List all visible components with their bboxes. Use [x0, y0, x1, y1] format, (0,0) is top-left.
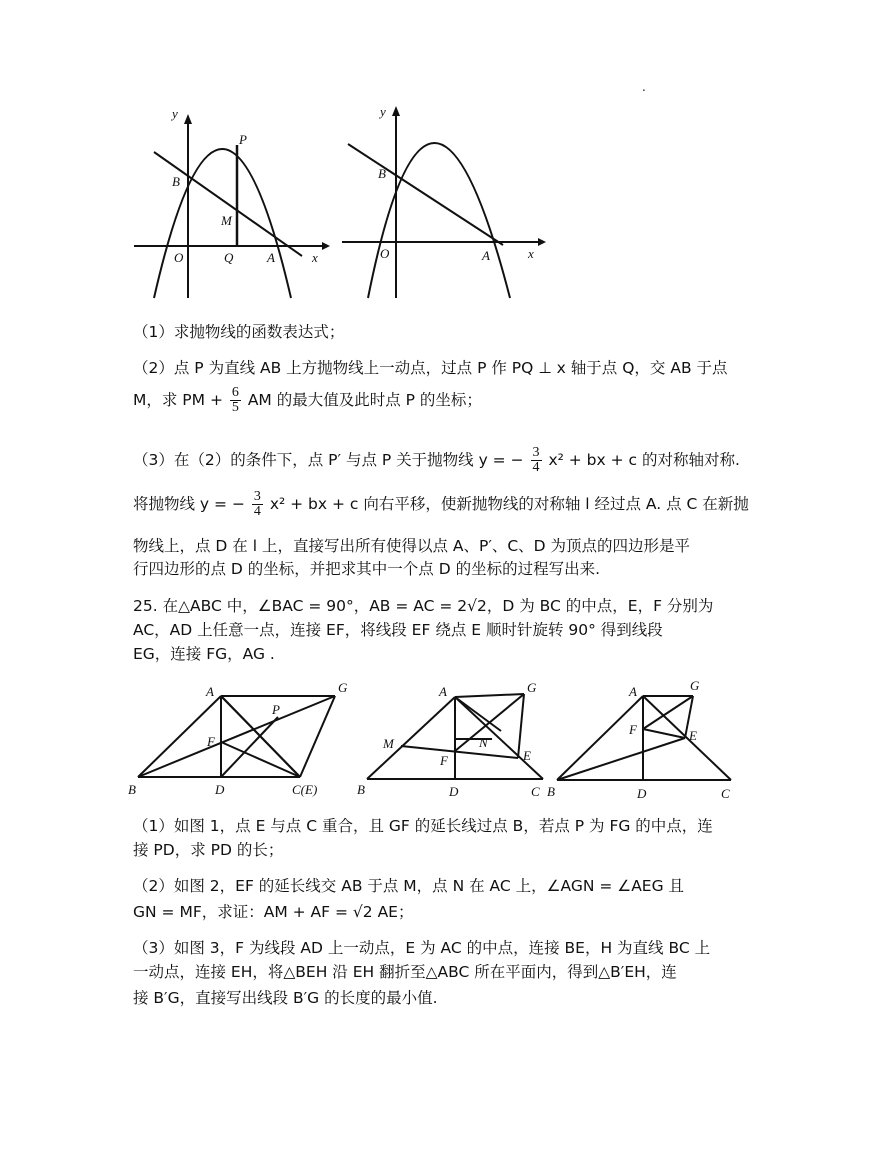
q24-part3b-pre: 将抛物线 y = − [133, 495, 245, 513]
label-o: O [174, 250, 184, 265]
label-g: G [690, 678, 700, 693]
q24-part3-pre: （3）在（2）的条件下，点 P′ 与点 P 关于抛物线 y = − [133, 451, 524, 469]
label-c: C [721, 786, 730, 801]
label-m: M [383, 736, 394, 751]
q24-part2-line1: （2）点 P 为直线 AB 上方抛物线上一动点，过点 P 作 PQ ⊥ x 轴于点 Q，交 AB 于点 [133, 359, 728, 377]
page-mark: . [642, 80, 646, 94]
label-d: D [449, 784, 459, 799]
q25-part2-line2: GN = MF，求证：AM + AF = √2 AE； [133, 903, 414, 921]
q25-part1-line2: 接 PD，求 PD 的长； [133, 841, 284, 859]
line-ab [348, 144, 503, 245]
q25-part3-line3: 接 B′G，直接写出线段 B′G 的长度的最小值. [133, 989, 438, 1007]
label-n: N [479, 735, 488, 750]
q25-part3-line2: 一动点，连接 EH，将△BEH 沿 EH 翻折至△ABC 所在平面内，得到△B′EH，连 [133, 963, 677, 981]
q24-part3-line4: 行四边形的点 D 的坐标，并把求其中一个点 D 的坐标的过程写出来. [133, 560, 601, 578]
q24-part2-post: AM 的最大值及此时点 P 的坐标； [247, 391, 482, 409]
y-axis-arrow [184, 114, 192, 124]
label-g: G [338, 680, 348, 695]
label-ce: C(E) [292, 782, 318, 797]
label-e: E [523, 748, 531, 763]
x-axis-arrow [322, 242, 330, 250]
q25-part2-line1: （2）如图 2，EF 的延长线交 AB 于点 M，点 N 在 AC 上，∠AGN = ∠AEG 且 [133, 877, 685, 895]
figure-3 [547, 676, 747, 804]
label-b: B [547, 784, 555, 799]
label-p: P [272, 702, 280, 717]
label-b: B [172, 174, 180, 189]
parabola-curve [368, 143, 510, 298]
label-m: M [221, 213, 232, 228]
figure-2 [355, 680, 555, 805]
figure-1 [128, 680, 358, 805]
fraction-3-4-b: $\frac{3}{4}$ [253, 489, 261, 519]
label-e: E [689, 728, 697, 743]
label-a: A [206, 684, 214, 699]
q25-intro-line1: 25. 在△ABC 中，∠BAC = 90°，AB = AC = 2√2，D 为 BC 的中点，E，F 分别为 [133, 597, 714, 615]
label-b: B [357, 782, 365, 797]
parabola-graph-2 [338, 100, 548, 305]
label-p: P [239, 132, 247, 147]
label-a: A [439, 684, 447, 699]
y-axis-arrow [392, 106, 400, 116]
q25-intro-line2: AC，AD 上任意一点，连接 EF，将线段 EF 绕点 E 顺时针旋转 90° 得到线段 [133, 621, 663, 639]
label-d: D [637, 786, 647, 801]
line-ab [154, 152, 302, 256]
parabola-graph-1 [130, 110, 330, 305]
q24-part3-line3: 物线上，点 D 在 l 上，直接写出所有使得以点 A、P′、C、D 为顶点的四边形是平 [133, 537, 691, 555]
label-f: F [629, 722, 637, 737]
label-y: y [380, 104, 386, 119]
x-axis-arrow [538, 238, 546, 246]
label-b: B [378, 166, 386, 181]
label-x: x [528, 246, 534, 261]
fraction-3-4: $\frac{3}{4}$ [532, 445, 540, 475]
q24-part2-line2 [133, 386, 768, 415]
q24-part3-line1 [133, 446, 768, 475]
label-b: B [128, 782, 136, 797]
label-f: F [207, 734, 215, 749]
q25-part1-line1: （1）如图 1，点 E 与点 C 重合，且 GF 的延长线过点 B，若点 P 为 FG 的中点，连 [133, 817, 713, 835]
label-a: A [267, 250, 275, 265]
q24-part2-pre: M，求 PM + [133, 391, 223, 409]
q25-part3-line1: （3）如图 3，F 为线段 AD 上一动点，E 为 AC 的中点，连接 BE，H 为直线 BC 上 [133, 939, 711, 957]
label-f: F [440, 753, 448, 768]
label-x: x [312, 250, 318, 265]
q24-part3-line2 [133, 490, 768, 519]
q24-part3-post: x² + bx + c 的对称轴对称. [548, 451, 740, 469]
label-d: D [215, 782, 225, 797]
label-y: y [172, 110, 178, 121]
label-g: G [527, 680, 537, 695]
q25-intro-line3: EG，连接 FG，AG . [133, 645, 275, 663]
label-o: O [380, 246, 390, 261]
fraction-6-5: $\frac{6}{5}$ [231, 385, 239, 415]
label-c: C [531, 784, 540, 799]
q24-part3b-post: x² + bx + c 向右平移，使新抛物线的对称轴 l 经过点 A. 点 C 在新抛 [269, 495, 749, 513]
label-q: Q [224, 250, 234, 265]
label-a: A [629, 684, 637, 699]
label-a: A [482, 248, 490, 263]
q24-part1: （1）求抛物线的函数表达式； [133, 323, 345, 341]
